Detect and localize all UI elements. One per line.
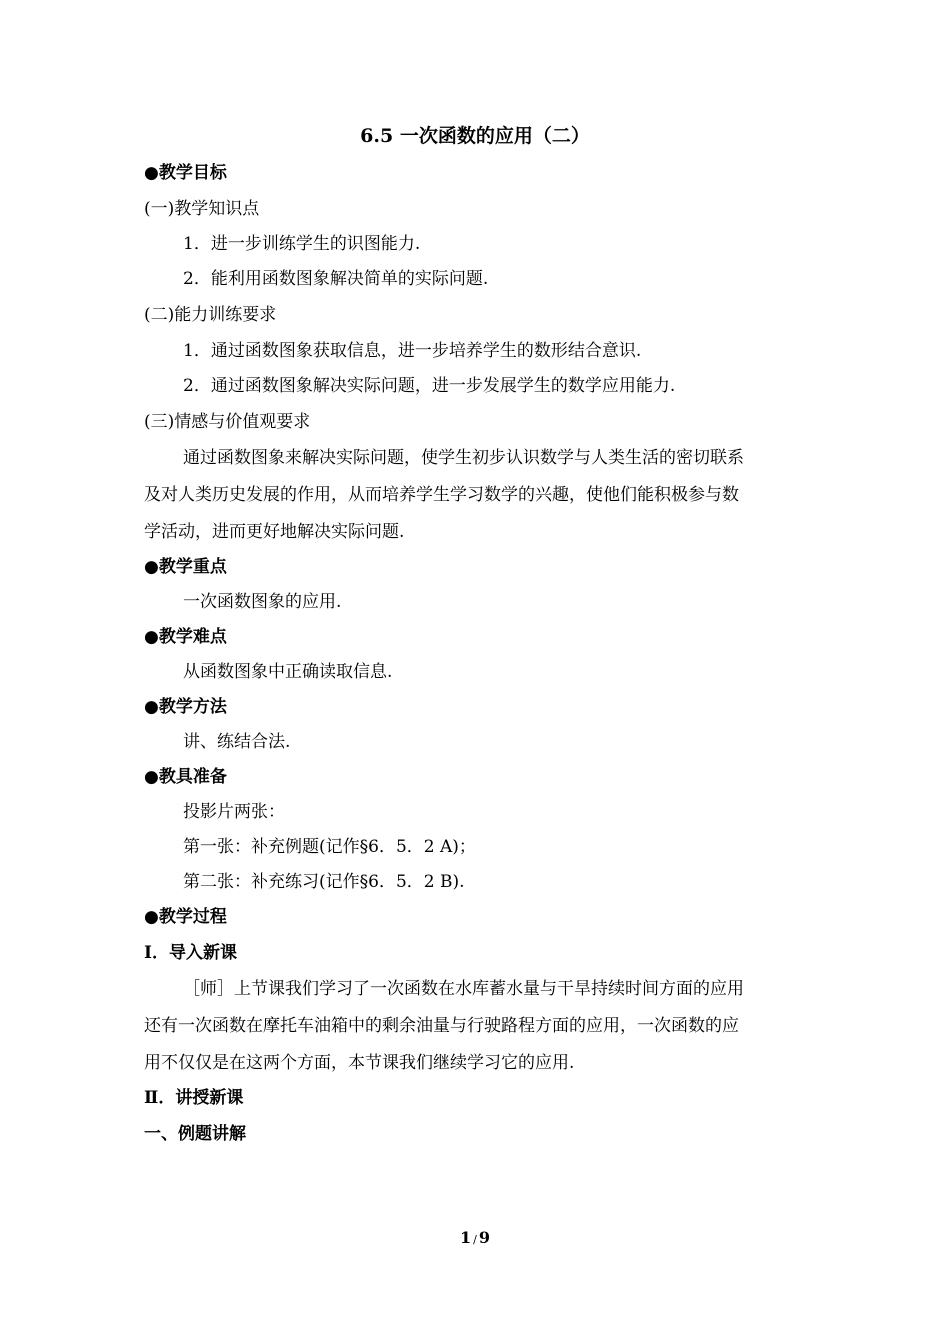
knowledge-item-1: 1．进一步训练学生的识图能力. (183, 234, 421, 254)
knowledge-item-2: 2．能利用函数图象解决简单的实际问题. (183, 269, 489, 289)
difficulty-text: 从函数图象中正确读取信息. (183, 662, 393, 682)
page-title: 6.5 一次函数的应用（二） (360, 125, 590, 147)
objectives-heading: ●教学目标 (144, 163, 227, 183)
page-number (0, 1226, 950, 1252)
knowledge-heading: (一)教学知识点 (144, 199, 260, 219)
emotion-paragraph-line-1: 通过函数图象来解决实际问题，使学生初步认识数学与人类生活的密切联系 (183, 448, 744, 468)
key-text: 一次函数图象的应用. (183, 592, 342, 612)
emotion-paragraph-line-2: 及对人类历史发展的作用，从而培养学生学习数学的兴趣，使他们能积极参与数 (144, 485, 739, 505)
ability-item-1: 1．通过函数图象获取信息，进一步培养学生的数形结合意识. (183, 341, 642, 361)
tools-item-1: 投影片两张： (183, 802, 285, 822)
tools-item-2: 第一张：补充例题(记作§6．5．2 A)； (183, 837, 476, 857)
process-heading: ●教学过程 (144, 907, 227, 927)
difficulty-heading: ●教学难点 (144, 627, 227, 647)
new-lesson-heading: Ⅱ．讲授新课 (144, 1088, 244, 1108)
page-separator: / (473, 1233, 477, 1246)
key-heading: ●教学重点 (144, 557, 227, 577)
ability-heading: (二)能力训练要求 (144, 305, 277, 325)
method-text: 讲、练结合法. (183, 732, 291, 752)
intro-heading: Ⅰ．导入新课 (144, 943, 237, 963)
tools-heading: ●教具准备 (144, 767, 227, 787)
current-page: 1 (460, 1228, 472, 1247)
emotion-paragraph-line-3: 学活动，进而更好地解决实际问题. (144, 522, 405, 542)
intro-paragraph-line-3: 用不仅仅是在这两个方面，本节课我们继续学习它的应用. (144, 1053, 575, 1073)
tools-item-3: 第二张：补充练习(记作§6．5．2 B). (183, 872, 465, 892)
ability-item-2: 2．通过函数图象解决实际问题，进一步发展学生的数学应用能力. (183, 376, 676, 396)
method-heading: ●教学方法 (144, 697, 227, 717)
total-pages: 9 (478, 1228, 490, 1247)
intro-paragraph-line-1: ［师］上节课我们学习了一次函数在水库蓄水量与干旱持续时间方面的应用 (183, 979, 744, 999)
intro-paragraph-line-2: 还有一次函数在摩托车油箱中的剩余油量与行驶路程方面的应用，一次函数的应 (144, 1016, 739, 1036)
emotion-heading: (三)情感与价值观要求 (144, 412, 311, 432)
example-heading: 一、例题讲解 (144, 1124, 246, 1144)
